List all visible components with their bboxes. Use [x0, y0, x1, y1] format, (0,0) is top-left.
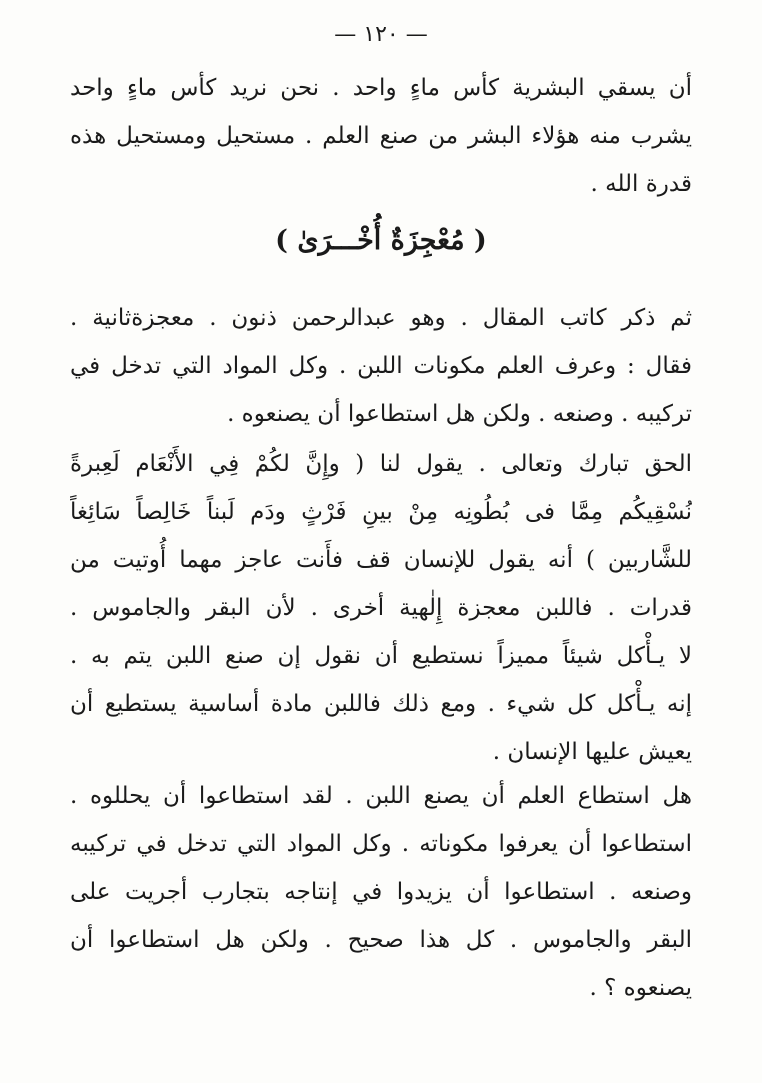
text-line: تركيبه . وصنعه . ولكن هل استطاعوا أن يصنعوه .	[227, 401, 692, 427]
intro-paragraph	[70, 64, 692, 208]
section-heading: ( مُعْجِزَةٌ أُخْـــرَىٰ )	[275, 225, 487, 256]
paragraph-3	[70, 772, 692, 1012]
text-line: استطاعوا أن يعرفوا مكوناته . وكل المواد التي تدخل في تركيبه	[70, 831, 692, 857]
text-line: الحق تبارك وتعالى . يقول لنا ( وإِنَّ لكُمْ فِي الأَنْعَام لَعِبرةً	[70, 451, 692, 477]
text-line: هل استطاع العلم أن يصنع اللبن . لقد استطاعوا أن يحللوه .	[70, 783, 692, 809]
text-line: قدرة الله .	[590, 171, 692, 197]
text-line: إنه يـأْكل كل شيء . ومع ذلك فاللبن مادة أساسية يستطيع أن	[70, 691, 692, 717]
text-line: نُسْقِيكُم مِمَّا فى بُطُونِه مِنْ بينِ فَرْثٍ ودَم لَبناً خَالِصاً سَائِغاً	[70, 499, 692, 525]
text-line: يشرب منه هؤلاء البشر من صنع العلم . مستحيل ومستحيل هذه	[70, 123, 692, 149]
text-line: البقر والجاموس . كل هذا صحيح . ولكن هل استطاعوا أن	[70, 927, 692, 953]
text-line: لا يـأْكل شيئاً مميزاً نستطيع أن نقول إن صنع اللبن يتم به .	[70, 643, 692, 669]
text-line: يعيش عليها الإنسان .	[492, 739, 692, 765]
text-line: أن يسقي البشرية كأس ماءٍ واحد . نحن نريد كأس ماءٍ واحد	[70, 75, 692, 101]
paragraph-2	[70, 440, 692, 776]
text-line: قدرات . فاللبن معجزة إِلٰهية أخرى . لأن البقر والجاموس .	[70, 595, 692, 621]
text-line: فقال : وعرف العلم مكونات اللبن . وكل المواد التي تدخل في	[70, 353, 692, 379]
text-line: ثم ذكر كاتب المقال . وهو عبدالرحمن ذنون . معجزةثانية .	[70, 305, 692, 331]
text-line: يصنعوه ؟ .	[589, 975, 692, 1001]
text-line: للشَّاربين ) أنه يقول للإنسان قف فأَنت عاجز مهما أُوتيت من	[70, 547, 692, 573]
paragraph-1	[70, 294, 692, 438]
text-line: وصنعه . استطاعوا أن يزيدوا في إنتاجه بتجارب أجريت على	[70, 879, 692, 905]
page-number: — ١٢٠ —	[334, 22, 428, 47]
